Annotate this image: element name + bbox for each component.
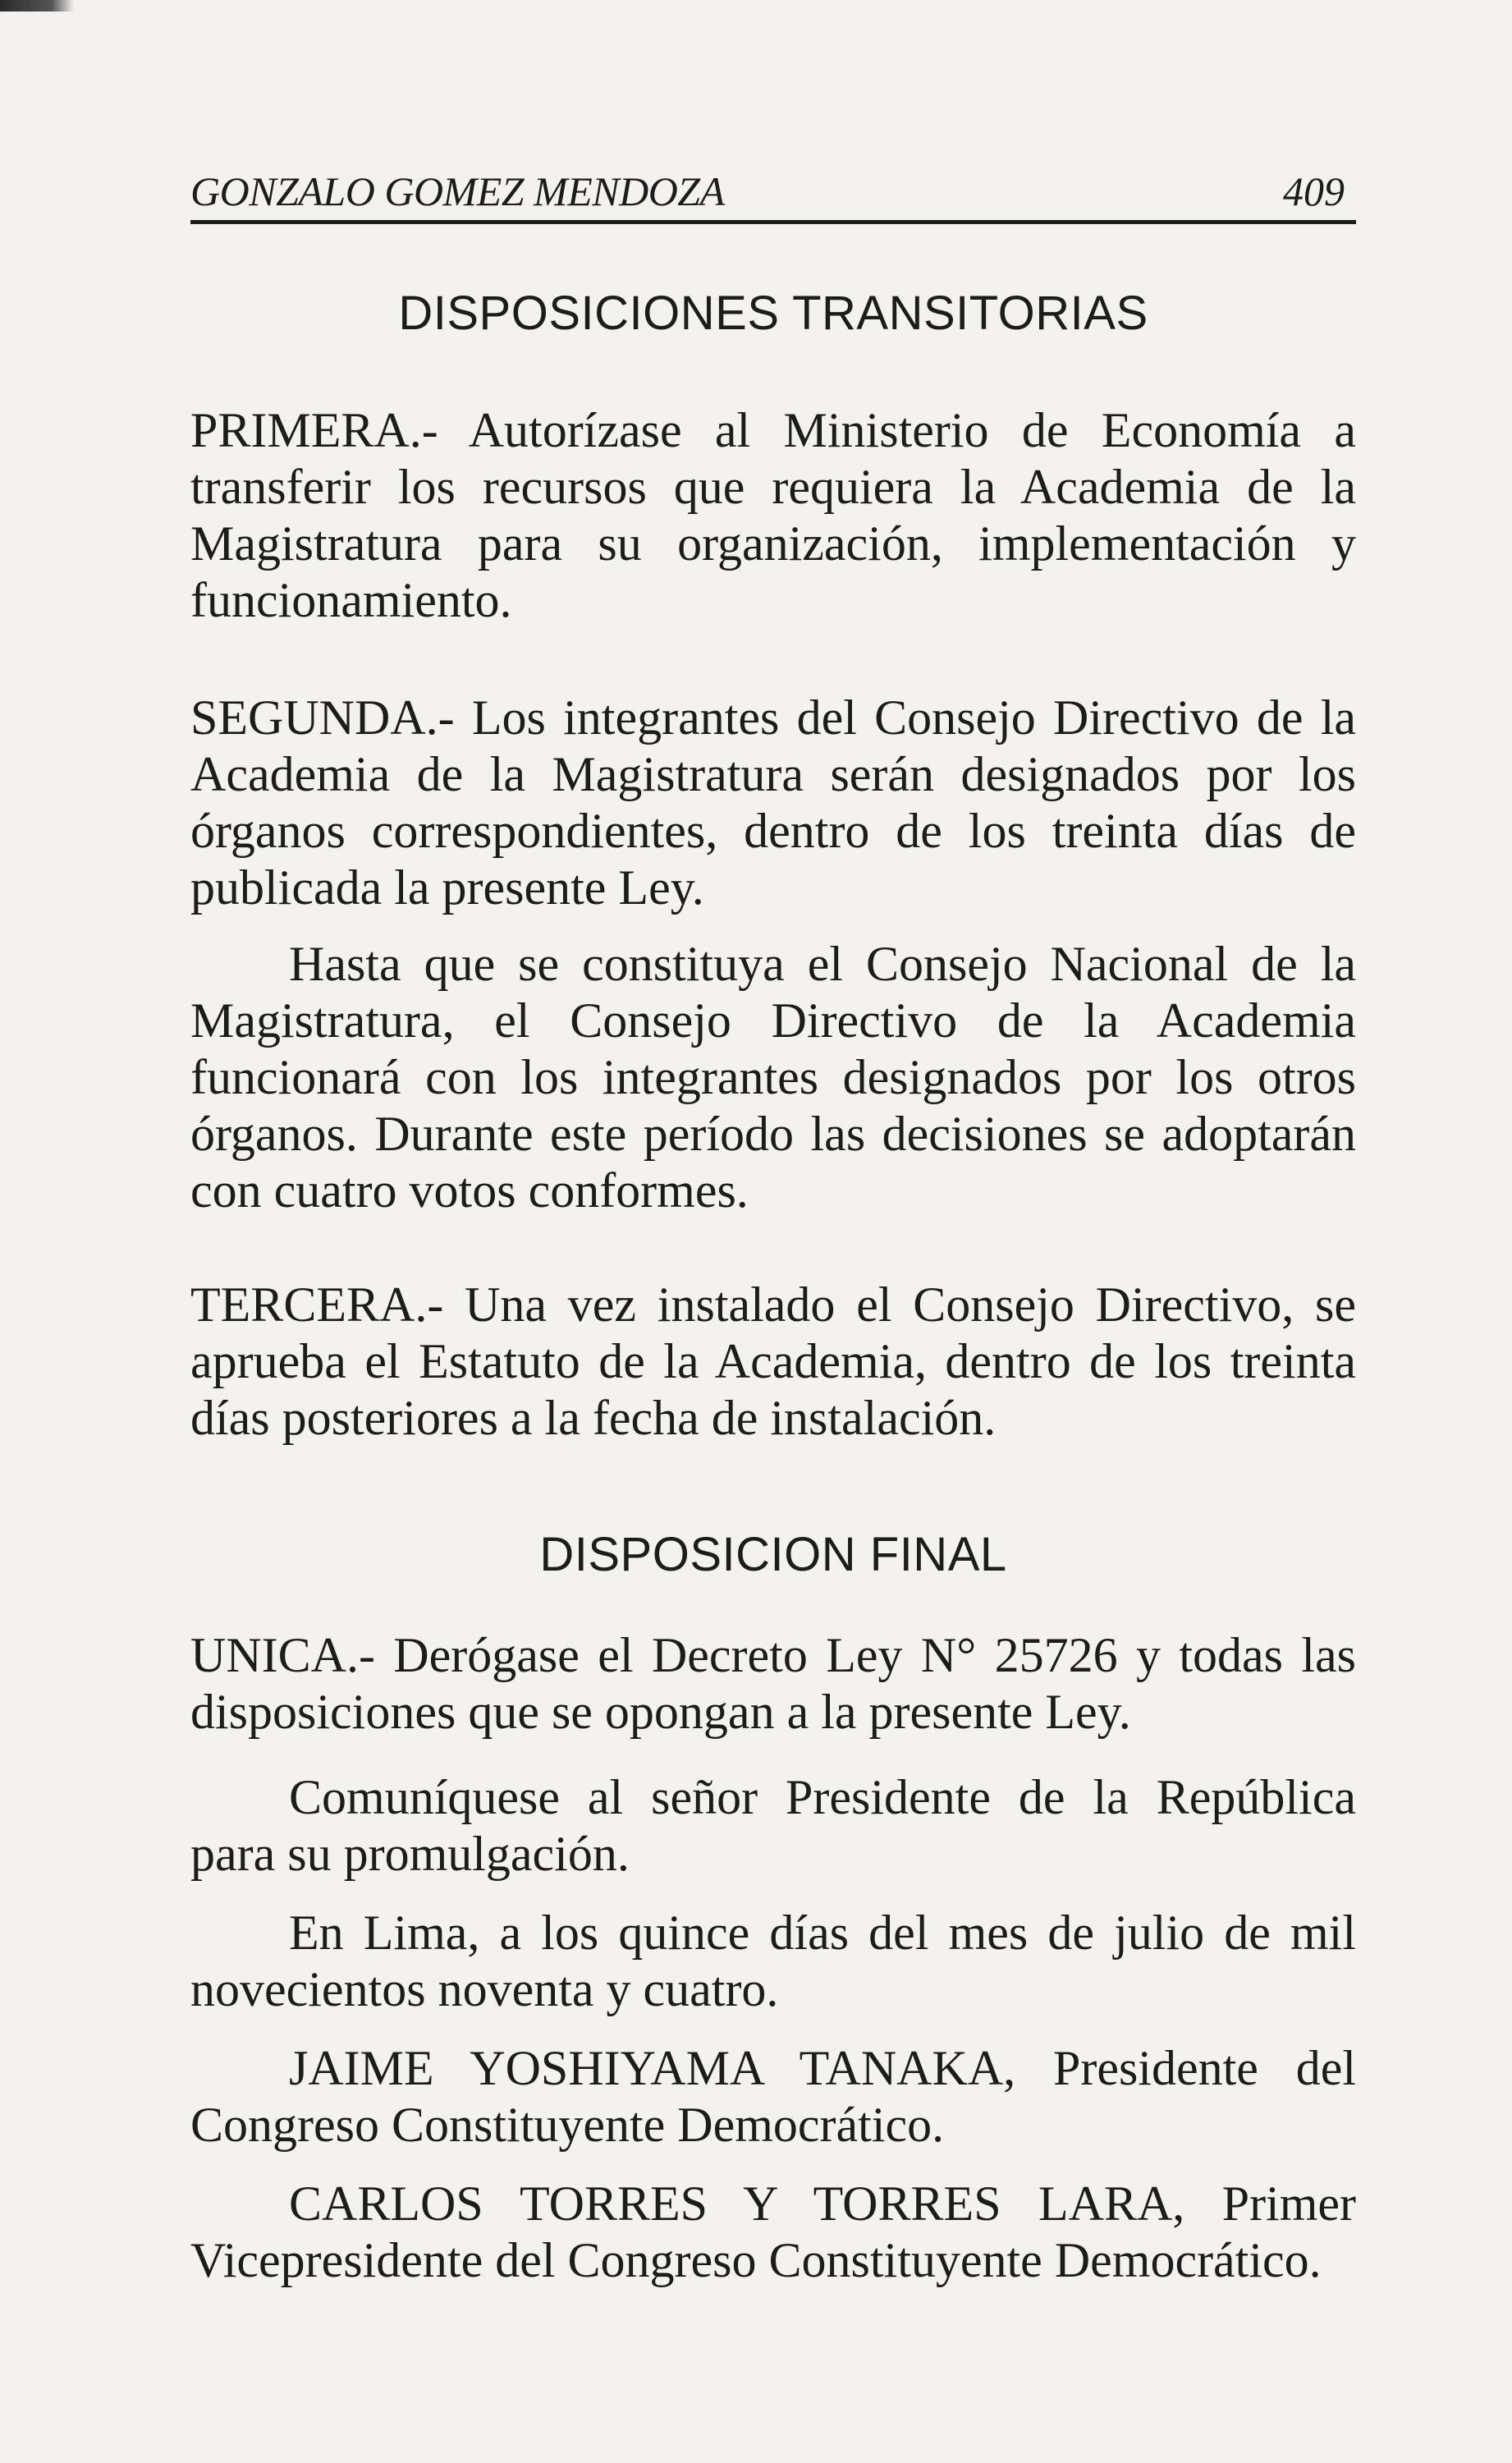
paragraph-comuniquese: Comuníquese al señor Presidente de la República para su promulgación. — [190, 1770, 1356, 1881]
paragraph-tercera: TERCERA.- Una vez instalado el Consejo Directivo, se aprueba el Estatuto de la Academia, dentro de los treinta días posteriores a la fecha de instalación. — [190, 1277, 1356, 1445]
paragraph-hasta: Hasta que se constituya el Consejo Nacional de la Magistratura, el Consejo Directivo de la Academia funcionará con los integrantes designados por los otros órganos. Durante este período las decisiones se adoptarán con cuatro votos conformes. — [190, 937, 1356, 1218]
paragraph-signature-torres: CARLOS TORRES Y TORRES LARA, Primer Vicepresidente del Congreso Constituyente Democrático. — [190, 2176, 1356, 2287]
paragraph-lima: En Lima, a los quince días del mes de julio de mil novecientos noventa y cuatro. — [190, 1906, 1356, 2016]
paragraph-primera: PRIMERA.- Autorízase al Ministerio de Economía a transferir los recursos que requiera la Academia de la Magistratura para su organización, implementación y funcionamiento. — [190, 403, 1356, 627]
paragraph-segunda: SEGUNDA.- Los integrantes del Consejo Directivo de la Academia de la Magistratura serán designados por los órganos correspondientes, dentro de los treinta días de publicada la presente Ley. — [190, 690, 1356, 915]
page-number: 409 — [1283, 168, 1345, 214]
paragraph-signature-yoshiyama: JAIME YOSHIYAMA TANAKA, Presidente del Congreso Constituyente Democrático. — [190, 2041, 1356, 2152]
header-author: GONZALO GOMEZ MENDOZA — [190, 168, 725, 214]
running-header — [190, 161, 1356, 224]
heading-transitory-provisions: DISPOSICIONES TRANSITORIAS — [398, 287, 1148, 340]
paragraph-unica: UNICA.- Derógase el Decreto Ley N° 25726 y todas las disposiciones que se opongan a la presente Ley. — [190, 1628, 1356, 1739]
heading-final-provision: DISPOSICION FINAL — [539, 1528, 1007, 1581]
scan-edge-mark — [0, 0, 74, 11]
